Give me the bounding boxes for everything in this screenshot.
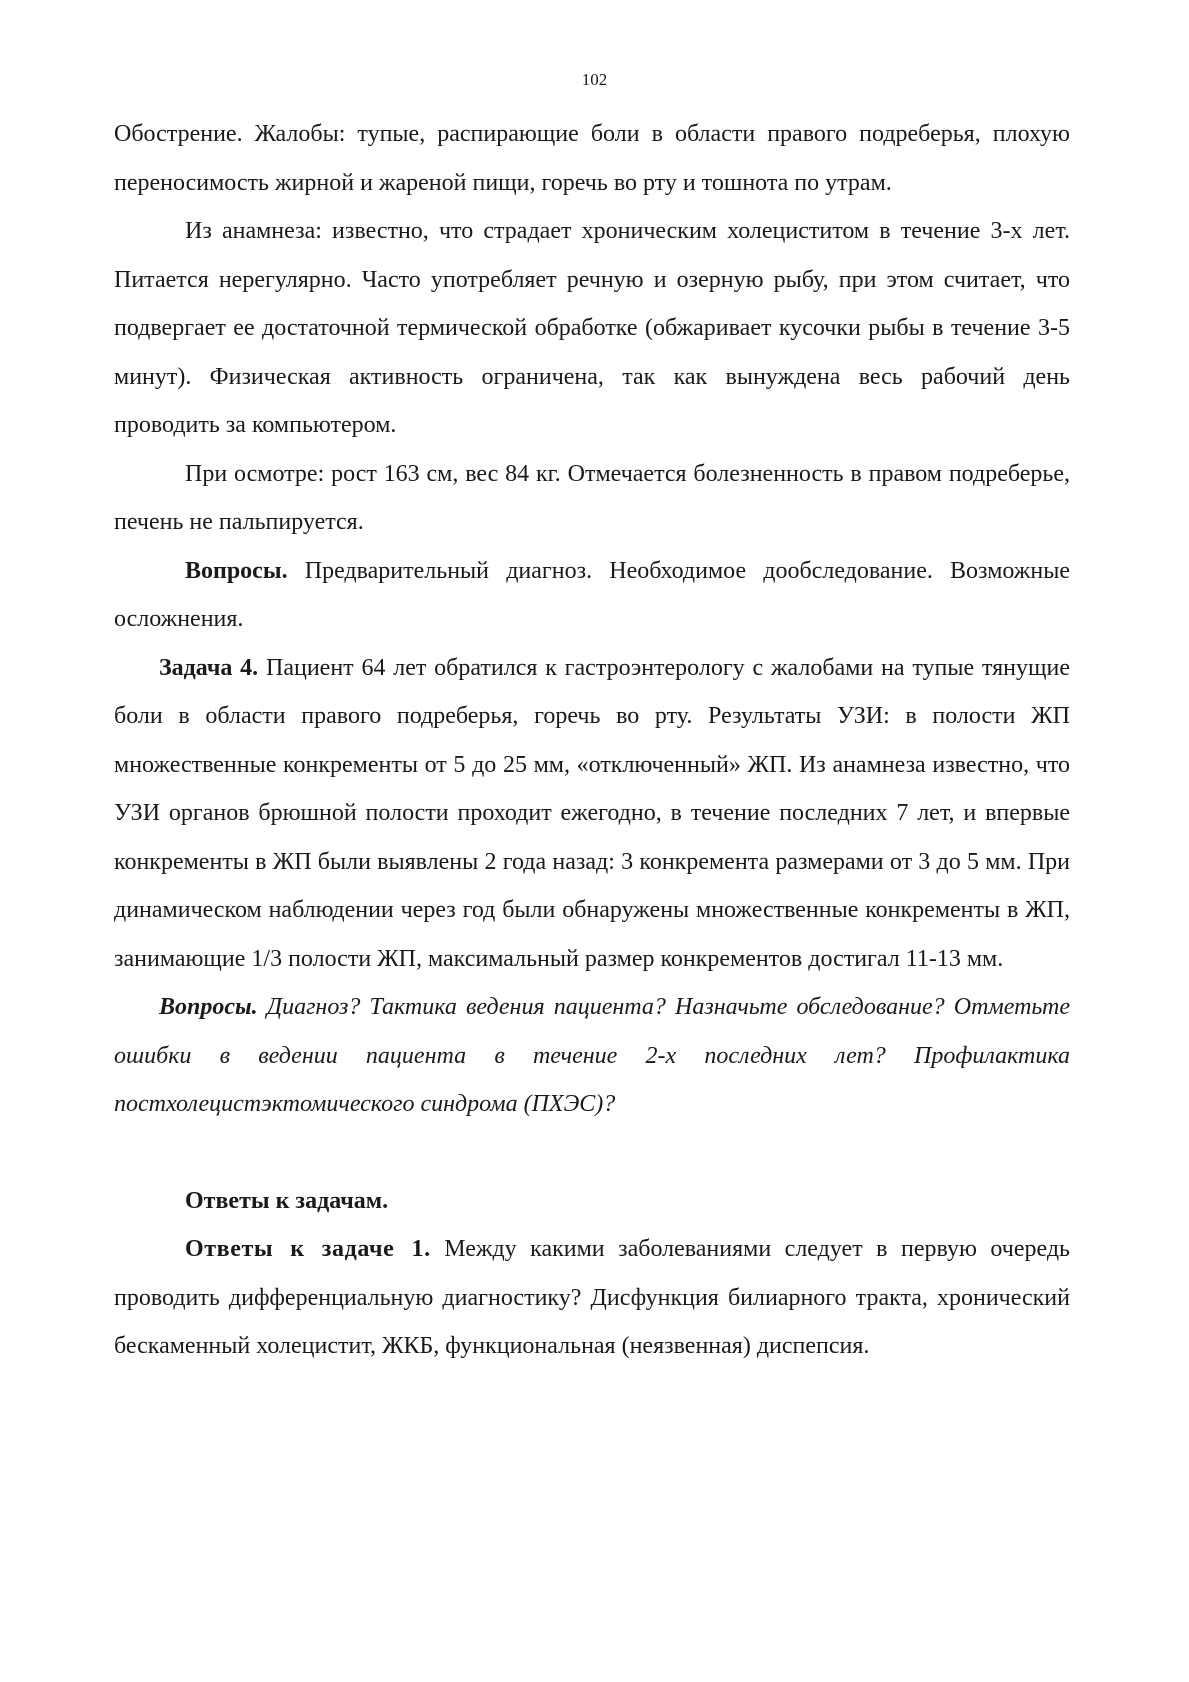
paragraph-answer-1 xyxy=(114,1225,1070,1371)
questions-label: Вопросы. xyxy=(185,557,288,584)
paragraph-exacerbation: Обострение. Жалобы: тупые, распирающие боли в области правого подреберья, плохую переносимость жирной и жареной пищи, горечь во рту и тошнота по утрам. xyxy=(114,121,1070,196)
paragraph-questions-4 xyxy=(114,983,1070,1129)
task-4-text: Пациент 64 лет обратился к гастроэнтерологу с жалобами на тупые тянущие боли в области правого подреберья, горечь во рту. Результаты УЗИ: в полости ЖП множественные конкременты от 5 до 25 мм, «отключенный» ЖП. Из анамнеза известно, что УЗИ органов брюшной полости проходит ежегодно, в течение последних 7 лет, и впервые конкременты в ЖП были выявлены 2 года назад: 3 конкремента размерами от 3 до 5 мм. При динамическом наблюдении через год были обнаружены множественные конкременты в ЖП, занимающие 1/3 полости ЖП, максимальный размер конкрементов достигал 11-13 мм. xyxy=(114,654,1070,972)
section-spacer xyxy=(114,1129,1070,1177)
paragraph-examination: При осмотре: рост 163 см, вес 84 кг. Отмечается болезненность в правом подреберье, печень не пальпируется. xyxy=(114,460,1070,535)
paragraph-task-4 xyxy=(114,644,1070,984)
task-4-label: Задача 4. xyxy=(159,654,259,681)
paragraph-anamnesis: Из анамнеза: известно, что страдает хроническим холециститом в течение 3-х лет. Питается нерегулярно. Часто употребляет речную и озерную рыбу, при этом считает, что подвергает ее достаточной термической обработке (обжаривает кусочки рыбы в течение 3-5 минут). Физическая активность ограничена, так как вынуждена весь рабочий день проводить за компьютером. xyxy=(114,218,1070,438)
answer-1-text: Между какими заболеваниями следует в первую очередь проводить дифференциальную диагностику? Дисфункция билиарного тракта, хронический бескаменный холецистит, ЖКБ, функциональная (неязвенная) диспепсия. xyxy=(114,1236,1070,1359)
answer-1-label: Ответы к задаче 1. xyxy=(185,1236,431,1262)
questions-4-label: Вопросы. xyxy=(159,994,258,1020)
answers-heading: Ответы к задачам. xyxy=(185,1187,389,1214)
questions-text: Предварительный диагноз. Необходимое дообследование. Возможные осложнения. xyxy=(114,557,1070,632)
page-content xyxy=(114,110,1070,1371)
paragraph-questions-3 xyxy=(114,547,1070,644)
questions-4-text: Диагноз? Тактика ведения пациента? Назначьте обследование? Отметьте ошибки в ведении пациента в течение 2-х последних лет? Профилактика постхолецистэктомического синдрома (ПХЭС)? xyxy=(114,994,1070,1117)
page-number: 102 xyxy=(581,70,608,89)
